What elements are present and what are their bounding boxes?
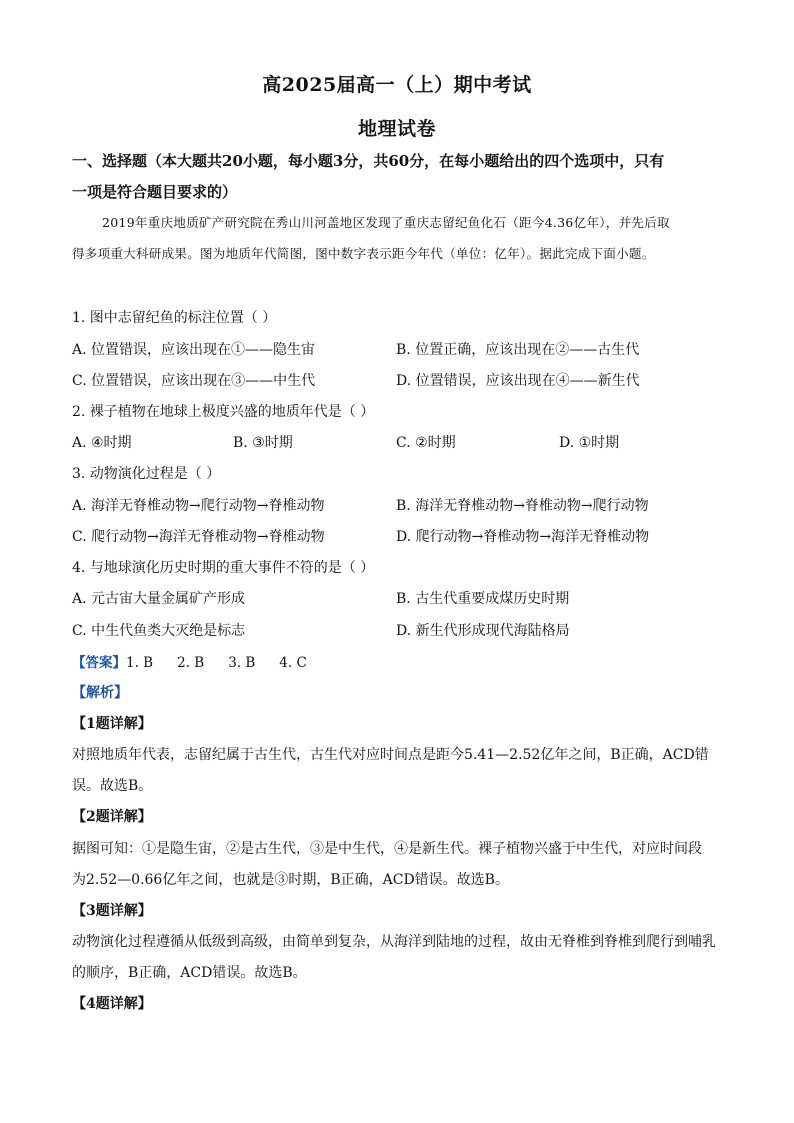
question-4-option-c: C. 中生代鱼类大灭绝是标志	[72, 623, 246, 639]
question-4-option-b: B. 古生代重要成煤历史时期	[396, 591, 570, 607]
section-heading-line2: 一项是符合题目要求的）	[72, 183, 238, 201]
question-2-option-a: A. ④时期	[72, 435, 132, 451]
answer-item: 1. B	[126, 655, 154, 671]
detail-2-line1: 据图可知：①是隐生宙，②是古生代，③是中生代，④是新生代。裸子植物兴盛于中生代，对应时间段	[72, 841, 702, 857]
question-3-option-b: B. 海洋无脊椎动物→脊椎动物→爬行动物	[396, 498, 649, 514]
question-4-stem: 4. 与地球演化历史时期的重大事件不符的是（ ）	[72, 560, 375, 576]
detail-3-heading: 【3题详解】	[72, 903, 152, 919]
question-2-stem: 2. 裸子植物在地球上极度兴盛的地质年代是（ ）	[72, 404, 375, 420]
answer-line	[72, 651, 307, 671]
answer-item: 3. B	[228, 655, 256, 671]
analysis-label: 【解析】	[72, 685, 128, 701]
question-1-option-a: A. 位置错误，应该出现在①——隐生宙	[72, 342, 316, 358]
detail-4-heading: 【4题详解】	[72, 996, 152, 1012]
exam-title: 高2025届高一（上）期中考试	[262, 74, 532, 96]
question-1-option-d: D. 位置错误，应该出现在④——新生代	[396, 373, 640, 389]
answer-item: 4. C	[279, 655, 307, 671]
detail-2-heading: 【2题详解】	[72, 809, 152, 825]
question-3-option-c: C. 爬行动物→海洋无脊椎动物→脊椎动物	[72, 529, 325, 545]
detail-3-line1: 动物演化过程遵循从低级到高级，由简单到复杂，从海洋到陆地的过程，故由无脊椎到脊椎到爬行到哺乳	[72, 934, 716, 950]
question-4-option-d: D. 新生代形成现代海陆格局	[396, 623, 570, 639]
detail-2-line2: 为2.52—0.66亿年之间，也就是③时期，B正确，ACD错误。故选B。	[72, 872, 509, 888]
question-1-option-c: C. 位置错误，应该出现在③——中生代	[72, 373, 316, 389]
intro-line1: 2019年重庆地质矿产研究院在秀山川河盖地区发现了重庆志留纪鱼化石（距今4.36亿年），并先后取	[102, 215, 670, 230]
detail-1-line2: 误。故选B。	[72, 778, 153, 794]
section-heading-line1: 一、选择题（本大题共20小题，每小题3分，共60分，在每小题给出的四个选项中，只有	[72, 152, 665, 170]
detail-3-line2: 的顺序，B正确，ACD错误。故选B。	[72, 965, 307, 981]
question-2-option-c: C. ②时期	[396, 435, 456, 451]
answer-item: 2. B	[177, 655, 205, 671]
question-1-stem: 1. 图中志留纪鱼的标注位置（ ）	[72, 310, 277, 326]
question-3-option-d: D. 爬行动物→脊椎动物→海洋无脊椎动物	[396, 529, 650, 545]
detail-1-line1: 对照地质年代表，志留纪属于古生代，古生代对应时间点是距今5.41—2.52亿年之间，B正确，ACD错	[72, 747, 709, 763]
exam-subtitle: 地理试卷	[357, 118, 436, 140]
question-3-stem: 3. 动物演化过程是（ ）	[72, 466, 221, 482]
detail-1-heading: 【1题详解】	[72, 716, 152, 732]
question-1-option-b: B. 位置正确，应该出现在②——古生代	[396, 342, 640, 358]
intro-line2: 得多项重大科研成果。图为地质年代简图，图中数字表示距今年代（单位：亿年）。据此完成下面小题。	[72, 246, 655, 261]
question-2-option-b: B. ③时期	[233, 435, 293, 451]
question-2-option-d: D. ①时期	[559, 435, 620, 451]
answer-label: 【答案】	[72, 655, 126, 671]
question-4-option-a: A. 元古宙大量金属矿产形成	[72, 591, 246, 607]
question-3-option-a: A. 海洋无脊椎动物→爬行动物→脊椎动物	[72, 498, 325, 514]
